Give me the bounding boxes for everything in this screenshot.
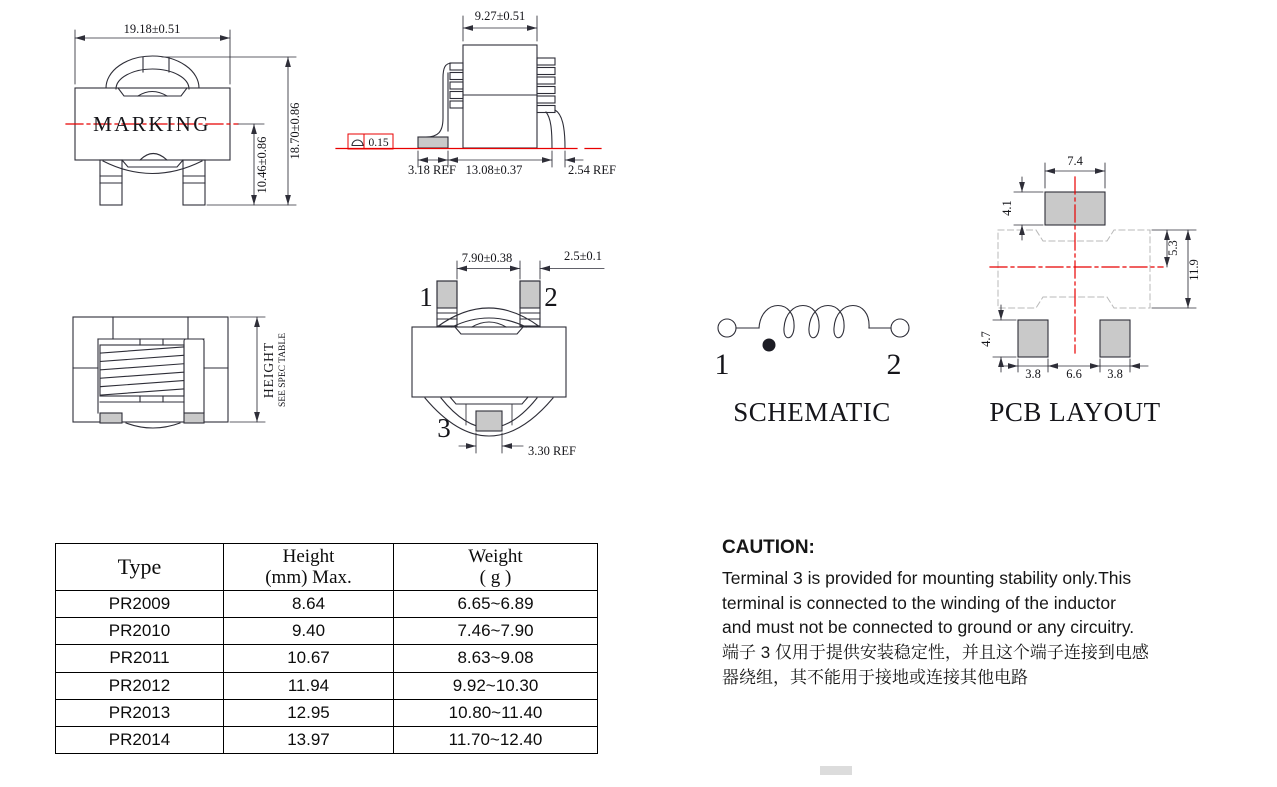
dim-top-pad-height: 4.1	[1000, 200, 1014, 216]
cell-type: PR2013	[56, 699, 224, 726]
pcb-layout-title: PCB LAYOUT	[989, 397, 1161, 427]
caution-line-2: terminal is connected to the winding of the inductor	[722, 592, 1116, 613]
header-weight-line1: Weight	[468, 546, 523, 567]
caution-line-1: Terminal 3 is provided for mounting stability only.This	[722, 568, 1132, 588]
polarity-dot	[763, 339, 776, 352]
header-height-line2: (mm) Max.	[265, 567, 352, 588]
table-row	[56, 699, 598, 726]
dim-pin-pitch: 7.90±0.38	[461, 251, 513, 265]
dim-width: 19.18±0.51	[123, 22, 181, 36]
inductor-coil	[759, 306, 869, 338]
coplanarity-value: 0.15	[368, 137, 389, 149]
bottom-view	[412, 249, 604, 458]
schematic-view	[715, 306, 910, 428]
marking-label: MARKING	[93, 112, 211, 136]
cell-height: 10.67	[224, 645, 394, 672]
dim-center-offset: 5.3	[1166, 240, 1180, 256]
spec-table	[55, 543, 598, 754]
dim-pin-width: 2.5±0.1	[563, 249, 603, 263]
schematic-pin1-label: 1	[714, 348, 730, 381]
table-row	[56, 672, 598, 699]
side-view	[336, 9, 616, 177]
foot-pad-left	[418, 137, 448, 148]
column-header-type	[56, 544, 224, 591]
schematic-pin2-node	[891, 319, 909, 337]
schematic-pin1-node	[718, 319, 736, 337]
table-row	[56, 726, 598, 753]
cell-height: 12.95	[224, 699, 394, 726]
cell-height: 8.64	[224, 591, 394, 618]
foot-left	[100, 413, 122, 423]
header-type-label: Type	[117, 554, 162, 579]
table-row	[56, 645, 598, 672]
schematic-title: SCHEMATIC	[733, 397, 891, 427]
body-outline	[412, 327, 566, 397]
column-header-weight	[394, 544, 598, 591]
winding-view	[73, 317, 288, 428]
foot-right	[184, 413, 204, 423]
pcb-layout-view	[979, 154, 1201, 427]
dim-body: 13.08±0.37	[465, 163, 523, 177]
dim-outline-height: 11.9	[1187, 259, 1201, 281]
cell-height: 13.97	[224, 726, 394, 753]
column-header-height	[224, 544, 394, 591]
dim-foot: 3.18 REF	[408, 163, 456, 177]
coplanarity-icon	[352, 140, 363, 146]
terminal-3	[476, 411, 502, 431]
caution-line-3: and must not be connected to ground or any circuitry.	[722, 617, 1135, 637]
pcb-pad-bottom-left	[1018, 320, 1048, 357]
component-outline	[998, 230, 1150, 308]
cell-weight: 10.80~11.40	[394, 699, 598, 726]
pin2-label: 2	[544, 282, 558, 312]
cell-weight: 7.46~7.90	[394, 618, 598, 645]
table-row	[56, 618, 598, 645]
pcb-pad-bottom-right	[1100, 320, 1130, 357]
coplanarity-frame	[348, 134, 393, 149]
dim-top-width: 9.27±0.51	[474, 9, 526, 23]
dim-top-pad-width: 7.4	[1067, 154, 1083, 168]
table-header-row	[56, 544, 598, 591]
core-outline	[73, 317, 228, 422]
table-row	[56, 591, 598, 618]
cell-type: PR2010	[56, 618, 224, 645]
cell-type: PR2011	[56, 645, 224, 672]
dim-total-height: 18.70±0.86	[288, 102, 302, 160]
dim-pad-width-left: 3.8	[1025, 367, 1041, 381]
cell-weight: 9.92~10.30	[394, 672, 598, 699]
caution-block	[722, 537, 1202, 691]
terminal-1	[437, 281, 457, 308]
dim-bottom-pad-height: 4.7	[979, 331, 993, 347]
dim-pad-gap: 6.6	[1066, 367, 1082, 381]
header-weight-line2: ( g )	[479, 567, 512, 588]
caution-title: CAUTION:	[722, 537, 815, 558]
height-sublabel: SEE SPEC TABLE	[278, 332, 288, 408]
pin3-label: 3	[437, 413, 451, 443]
cell-type: PR2012	[56, 672, 224, 699]
cell-height: 11.94	[224, 672, 394, 699]
height-label: HEIGHT	[261, 341, 276, 399]
schematic-pin2-label: 2	[886, 348, 902, 381]
cell-height: 9.40	[224, 618, 394, 645]
caution-line-5: 器绕组，其不能用于接地或连接其他电路	[722, 668, 1028, 687]
terminal-2	[520, 281, 540, 308]
dim-pad-width-right: 3.8	[1107, 367, 1123, 381]
cell-weight: 8.63~9.08	[394, 645, 598, 672]
dim-pin3-width: 3.30 REF	[528, 444, 576, 458]
cell-type: PR2009	[56, 591, 224, 618]
cell-type: PR2014	[56, 726, 224, 753]
header-height-line1: Height	[282, 546, 335, 567]
pin1-label: 1	[419, 282, 433, 312]
caution-line-4: 端子 3 仅用于提供安装稳定性，并且这个端子连接到电感	[722, 642, 1149, 662]
front-view	[66, 22, 302, 205]
watermark-smudge	[820, 766, 852, 775]
dim-center-height: 10.46±0.86	[255, 136, 269, 194]
core-body-side	[463, 45, 537, 148]
dim-lead: 2.54 REF	[568, 163, 616, 177]
cell-weight: 11.70~12.40	[394, 726, 598, 753]
bobbin-flange	[184, 339, 204, 415]
cell-weight: 6.65~6.89	[394, 591, 598, 618]
